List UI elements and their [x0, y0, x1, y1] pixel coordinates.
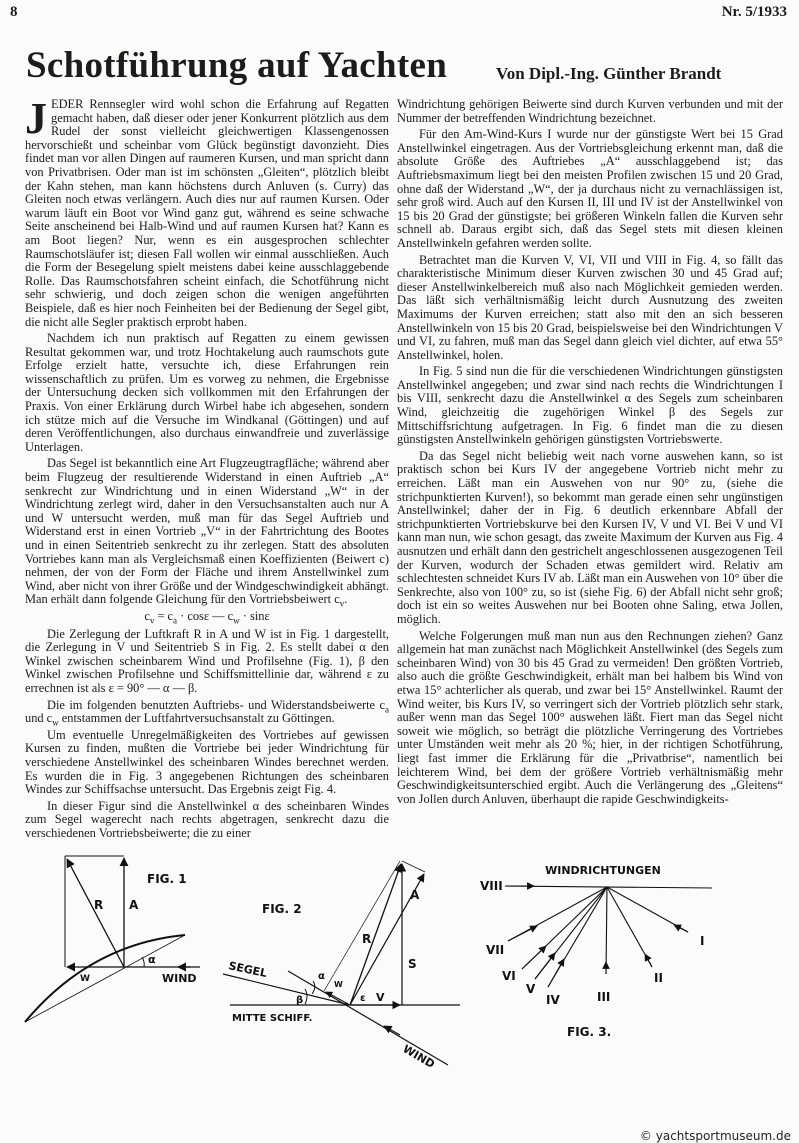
fig3-dir-label: I: [700, 934, 705, 949]
beta-arc: [305, 989, 307, 1004]
fig1-r-label: R: [94, 898, 104, 913]
fig2-label: FIG. 2: [262, 902, 302, 917]
fig3-dir-label: V: [526, 982, 536, 997]
formula-part: c: [144, 608, 150, 623]
paragraph: In dieser Figur sind die Anstellwinkel α des scheinbaren Windes zum Segel wagerecht nach rechts abgetragen, senkrecht dazu die verschiedenen Vortriebsbeiwerte; die zu einer: [25, 798, 389, 840]
paragraph: Die Zerlegung der Luftkraft R in A und W ist in Fig. 1 dargestellt, die Zerlegung in V und Seitentrieb S in Fig. 2. Es stellt dabei α den Winkel zwischen scheinbarem Wind und Profilsehne (Fig. 1), β den Winkel zwischen Profilsehne und Schiffsmittellinie dar, während ε zu errechnen ist als ε = 90° — α — β.: [25, 626, 389, 695]
paragraph: Windrichtung gehörigen Beiwerte sind durch Kurven verbunden und mit der Nummer der betreffenden Windrichtung bezeichnet.: [397, 97, 783, 125]
page-number: 8: [10, 4, 18, 20]
fig3-dir-label: VII: [486, 943, 505, 958]
paragraph-text: und c: [25, 711, 53, 726]
text-column-right: [397, 98, 783, 809]
formula-part: = c: [154, 608, 174, 623]
fig2-mitte-schiff-label: MITTE SCHIFF.: [232, 1013, 313, 1025]
paragraph-text: EDER Rennsegler wird wohl schon die Erfahrung auf Regatten gemacht haben, daß dieser oder jener Konkurrent plötzlich aus dem Rudel der sonst vielleicht gleichwertigen Klassengenossen hervorschießt und scheinbar vom Glück begünstigt davonzieht. Dies findet man vor allen Dingen auf raumeren Kursen, und man spricht dann von Privatbrisen. Oder man ist im schönsten „Gleiten“, plötzlich bleibt der Kahn stehen, man kann höchstens durch Anluven (s. Curry) das Gleiten noch etwas verlängern. Auch dies nur auf raumen Kursen. Oder warum läuft ein Boot vor Wind ganz gut, während es seine schwache Seite anscheinend bei Halb-Wind und auf raumen Kursen hat? Kann es am Boot liegen? Nur, wenn es ein ausgesprochen schlechter Raumschotsläufer ist; diesen Fall wollen wir einmal ausschließen. Auch die Form der Besegelung spielt meistens dabei keine ausschlaggebende Rolle. Das Raumschotsfahren scheint einfach, die Schotführung nicht sehr schwierig, und doch zeigen schon die wenigen angeführten Beispiele, daß es hier noch Feinheiten bei der Bedienung der Segel gibt, die nicht alle Segler praktisch erprobt haben.: [25, 97, 389, 329]
wind-arrow-icon: [384, 1026, 400, 1035]
angle-arc: [142, 957, 144, 967]
issue-number: Nr. 5/1933: [721, 4, 787, 20]
subscript: v: [149, 615, 155, 626]
wind-arrow-vi: [522, 946, 546, 969]
paragraph-text: entstammen der Luftfahrtversuchsanstalt zu Göttingen.: [58, 711, 335, 726]
vector-w-arrow: [326, 992, 350, 1005]
formula-part: · sinε: [239, 608, 270, 623]
paragraph: In Fig. 5 sind nun die für die verschiedenen Windrichtungen günstigsten Anstellwinkel angegeben; und zwar sind nach rechts die Windrichtungen I bis VIII, senkrecht dazu die Anstellwinkel α des Segels zum scheinbaren Wind, gleichzeitig die zugehörigen Winkel β des Segels zur Mittschiffsrichtung aufgetragen. In Fig. 6 findet man die zu diesen günstigsten Anstellwinkeln gehörigen günstigsten Vortriebswerte.: [397, 364, 783, 447]
paragraph-text: .: [344, 592, 348, 607]
fig1-w-label: W: [80, 974, 90, 985]
paragraph: Um eventuelle Unregelmäßigkeiten des Vortriebes auf gewissen Kursen zu finden, mußten die Vortriebe bei jeder Windrichtung für verschiedene Anstellwinkel des scheinbaren Windes berechnet werden. Es wurden die in Fig. 3 angegebenen Richtungen des scheinbaren Windes zur Schiffsachse untersucht. Das Ergebnis zeigt Fig. 4.: [25, 727, 389, 797]
wind-arrow-iv: [548, 959, 564, 987]
subscript: w: [52, 717, 59, 728]
fig1-wind-label: WIND: [162, 972, 197, 986]
figure-3: [505, 886, 712, 987]
fig2-beta-label: β: [296, 995, 304, 1007]
wind-arrow-vii: [508, 926, 537, 941]
formula-part: · cosε — c: [177, 608, 234, 623]
article-body: [0, 94, 799, 1143]
vector-r-arrow: [350, 864, 401, 1005]
paragraph-text: Das Segel ist bekanntlich eine Art Flugzeugtragfläche; während aber beim Flugzeug der resultierende Widerstand in einen Auftrieb „A“ senkrecht zur Windrichtung und in einen Widerstand „W“ in der Windrichtung zerlegt wird, daher in den Versuchsanstalten auch nur A und W untersucht werden, muß man für das Segel Auftrieb und Widerstand erst in einen Vortrieb „V“ in der Fahrtrichtung des Bootes und in einen Seitentrieb senkrecht zu ihr zerlegen. Statt des absoluten Vortriebes kann man als Vergleichsmaß einen Koeffizienten (Beiwert c) nehmen, der von der Form der Fläche und ihrem Anstellwinkel zum Wind, aber nicht von ihrer Größe und der Windgeschwindigkeit abhängt. Man erhält dann folgende Gleichung für den Vortriebsbeiwert c: [25, 456, 389, 607]
drop-cap: J: [25, 94, 47, 143]
fig3-dir-label: VI: [502, 969, 516, 984]
article-title: Schotführung auf Yachten: [26, 45, 448, 86]
fig3-dir-label: III: [597, 990, 611, 1005]
subscript: v: [339, 598, 345, 609]
paragraph: Da das Segel nicht beliebig weit nach vorne auswehen kann, so ist praktisch schon bei Kurs IV der angegebene Vortrieb nicht mehr zu erreichen. Läßt man ein Auswehen von nur 90° zu, (siehe die strichpunktierten Kurven!), so bekommt man gerade einen sehr ungünstigen Anstellwinkel; daher der in Fig. 6 deutlich erkennbare Abfall der strichpunktierten Vortriebskurve bei den Kursen IV, V und VI. Bei V und VI kann man nun, wie schon gesagt, das zweite Maximum der Kurven aus Fig. 4 ausnutzen und erhält dann den gestrichelt angeschlossenen ausgezogenen Teil der Kurven, wodurch der Schaden etwas gemildert wird. Relativ am schlechtesten schneidet Kurs IV ab. Läßt man ein Auswehen von 10° über die Senkrechte, also von 100° zu, so ist (siehe Fig. 6) der Abfall nicht sehr groß; doch ist ein so weites Auswehen nur bei Booten ohne Saling, etwa Jollen, möglich.: [397, 448, 783, 626]
paragraph: [25, 94, 389, 329]
paragraph-text: Die im folgenden benutzten Auftriebs- und Widerstandsbeiwerte c: [47, 697, 385, 712]
fig2-v-label: V: [376, 991, 385, 1005]
fig3-dir-label: VIII: [480, 879, 503, 894]
fig3-label: FIG. 3.: [567, 1025, 612, 1040]
formula: [25, 610, 389, 624]
article-byline: Von Dipl.-Ing. Günther Brandt: [496, 64, 722, 83]
fig2-alpha-label: α: [318, 971, 325, 983]
fig2-w-label: W: [334, 980, 343, 990]
fig2-r-label: R: [362, 932, 372, 947]
paragraph: Betrachtet man die Kurven V, VI, VII und VIII in Fig. 4, so fällt das charakteristische Minimum dieser Kurven zwischen 30 und 45 Grad auf; dieser Anstellwinkelbereich muß also nach Möglichkeit gemieden werden. Das läßt sich verhältnismäßig leicht durch Ausnutzung des zweiten Maximums der Kurven erreichen; statt also mit den an sich besseren Anstellwinkeln von 15 bis 20 Grad, beispielsweise bei den Windrichtungen V und VI, zu fahren, muß man das Segel dann gleich viel dichter, auf etwa 55° Anstellwinkel, holen.: [397, 252, 783, 362]
subscript: a: [385, 704, 389, 714]
subscript: w: [233, 615, 240, 626]
text-columns: [0, 94, 799, 843]
wind-arrow-ii: [645, 954, 652, 967]
construction-line: [402, 861, 425, 872]
alpha-arc: [312, 981, 315, 994]
subscript: a: [173, 615, 178, 626]
vector-r-arrow: [67, 859, 124, 967]
profile-chord-line: [25, 935, 185, 1022]
copyright-notice: © yachtsportmuseum.de: [639, 1129, 791, 1143]
fig3-dir-label: IV: [546, 993, 560, 1008]
fig3-heading: WINDRICHTUNGEN: [545, 864, 661, 878]
fig1-label: FIG. 1: [147, 872, 187, 887]
paragraph: [25, 699, 389, 726]
fig2-s-label: S: [408, 957, 417, 972]
paragraph: Welche Folgerungen muß man nun aus den Rechnungen ziehen? Ganz allgemein hat man zunächst nach Möglichkeit Anstellwinkel (des Segels zum scheinbaren Wind) von 30 bis 45 Grad zu vermeiden! Den größten Vortrieb, also auch die größte Geschwindigkeit, erhält man bei halbem bis Wind von etwa 15° achterlicher als querab, und zwar bei 15° Anstellwinkel. Raumt der Wind weiter, bis Kurs IV, so verringert sich der Vortrieb plötzlich sehr stark, außer wenn man das Segel 100° auswehen läßt. Fiert man das Segel nicht soweit wie möglich, so beträgt die plötzliche Verringerung des Vortriebes unter Umständen weit mehr als 20 %; hier, in der richtigen Schotführung, liegt fast immer die Erklärung für die „Privatbrise“, namentlich bei leichterem Wind, bei dem der größere Vortrieb verhältnismäßig mehr Geschwindigkeitsunterschied ergibt. Auch die Verlängerung des „Gleitens“ von Jollen durch Anluven, überhaupt die rapide Geschwindigkeits-: [397, 628, 783, 806]
fig3-dir-label: II: [654, 971, 663, 986]
fig2-a-label: A: [410, 888, 420, 903]
wind-arrow-v: [535, 953, 555, 979]
fig1-a-label: A: [129, 898, 139, 913]
paragraph: [25, 457, 389, 607]
figures: [0, 849, 799, 1079]
fig2-eps-label: ε: [360, 993, 366, 1005]
figure-2: [223, 861, 460, 1065]
fig1-alpha-label: α: [148, 953, 156, 967]
paragraph: Nachdem ich nun praktisch auf Regatten zu einem gewissen Resultat gekommen war, und trotz Hochtakelung auch raumschots gute Erfolge erzielt hatte, versuchte ich, diese Erfahrungen rein wissenschaftlich zu prüfen. Um es vorweg zu nehmen, die Ergebnisse der Untersuchung decken sich vollkommen mit den Erfahrungen der Praxis. Von einer Erklärung durch Wirbel habe ich abgesehen, sondern ich stütze mich auf die Versuche im Windkanal (Göttingen) und auf deren Veröffentlichungen, also durchaus einwandfreie und zuverlässige Unterlagen.: [25, 331, 389, 454]
fig2-wind-label: WIND: [400, 1042, 437, 1072]
wind-arrow-i: [674, 925, 688, 932]
paragraph: Für den Am-Wind-Kurs I wurde nur der günstigste Wert bei 15 Grad Anstellwinkel eingetragen. Aus der Vortriebsgleichung erkennt man, daß die absolute Größe des Auftriebes „A“ ausschlaggebend ist; das Auftriebsmaximum liegt bei den meisten Profilen zwischen 15 und 20 Grad, ohne daß der Widerstand „W“, der ja durchaus nicht zu vernachlässigen ist, sehr groß wird. Auch auf den Kursen II, III und IV ist der Anstellwinkel von 15 bis 20 Grad der günstigste; bei größeren Winkeln fallen die Kurven sehr schnell ab. Daraus ergibt sich, daß das Segel stets mit diesen kleinen Anstellwinkeln gefahren werden sollte.: [397, 127, 783, 250]
fig2-segel-label: SEGEL: [227, 959, 269, 981]
text-column-left: [25, 94, 389, 843]
